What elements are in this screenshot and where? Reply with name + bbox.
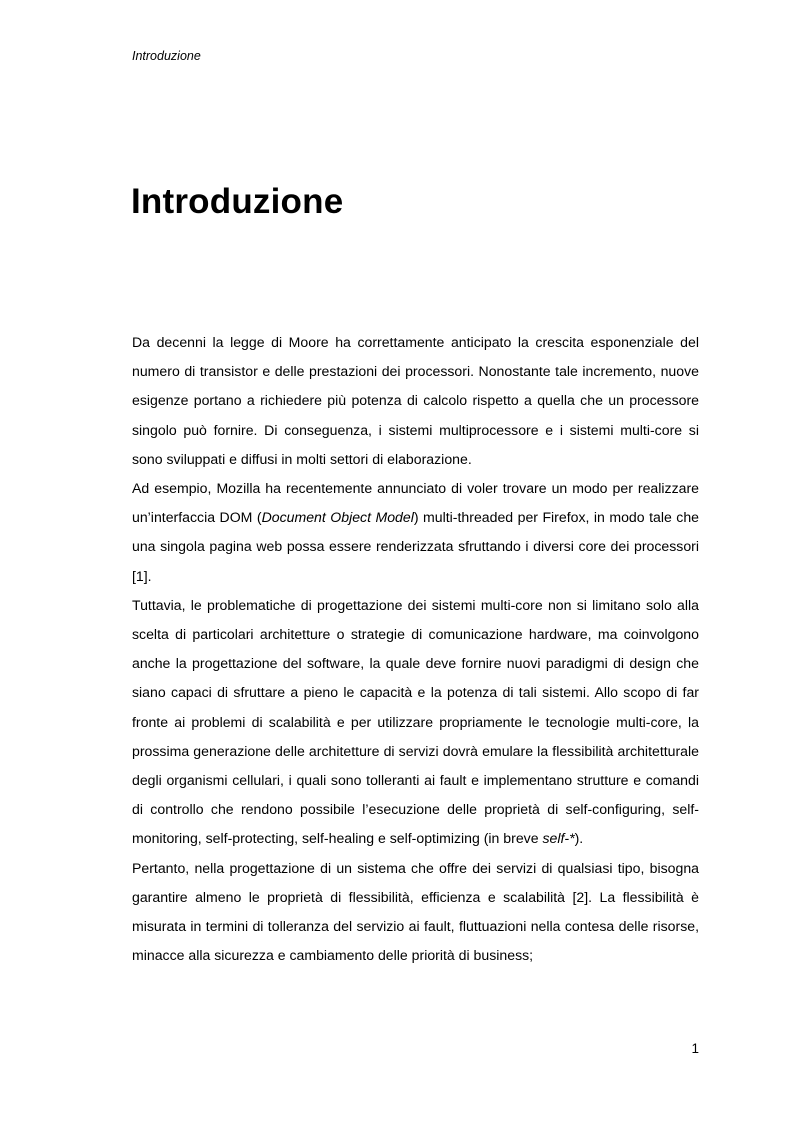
body-text bbox=[132, 328, 699, 970]
paragraph-text: ) multi-threaded per Firefox, in modo tale che una singola pagina web possa essere renderizzata sfruttando i diversi core dei processori [1]. bbox=[132, 509, 699, 584]
paragraph-text: Ad esempio, Mozilla ha recentemente annunciato di voler trovare un modo per realizzare un’interfaccia DOM ( bbox=[132, 480, 699, 526]
running-header: Introduzione bbox=[132, 49, 201, 63]
paragraph-text: ). bbox=[574, 830, 584, 847]
paragraph-service-properties: Pertanto, nella progettazione di un sistema che offre dei servizi di qualsiasi tipo, bisogna garantire almeno le proprietà di flessibilità, efficienza e scalabilità [2]. La flessibilità è misurata in termini di tolleranza del servizio ai fault, fluttuazioni nella contesa delle risorse, minacce alla sicurezza e cambiamento delle priorità di business; bbox=[132, 859, 699, 964]
paragraph-mozilla-example bbox=[132, 474, 699, 591]
emphasis-text: self-* bbox=[542, 830, 575, 847]
paragraph-moore-law: Da decenni la legge di Moore ha correttamente anticipato la crescita esponenziale del numero di transistor e delle prestazioni dei processori. Nonostante tale incremento, nuove esigenze portano a richiedere più potenza di calcolo rispetto a quella che un processore singolo può fornire. Di conseguenza, i sistemi multiprocessore e i sistemi multi-core si sono sviluppati e diffusi in molti settori di elaborazione. bbox=[132, 334, 699, 467]
page-number: 1 bbox=[691, 1041, 699, 1056]
chapter-title: Introduzione bbox=[131, 182, 344, 221]
emphasis-text: Document Object Model bbox=[261, 509, 414, 526]
paragraph-multicore-design bbox=[132, 591, 699, 854]
paragraph-text: Tuttavia, le problematiche di progettazione dei sistemi multi-core non si limitano solo alla scelta di particolari architetture o strategie di comunicazione hardware, ma coinvolgono anche la progettazione del software, la quale deve fornire nuovi paradigmi di design che siano capaci di sfruttare a pieno le capacità e la potenza di tali sistemi. Allo scopo di far fronte ai problemi di scalabilità e per utilizzare propriamente le tecnologie multi-core, la prossima generazione delle architetture di servizi dovrà emulare la flessibilità architetturale degli organismi cellulari, i quali sono tolleranti ai fault e implementano strutture e comandi di controllo che rendono possibile l’esecuzione delle proprietà di self-configuring, self-monitoring, self-protecting, self-healing e self-optimizing (in breve bbox=[132, 596, 699, 847]
